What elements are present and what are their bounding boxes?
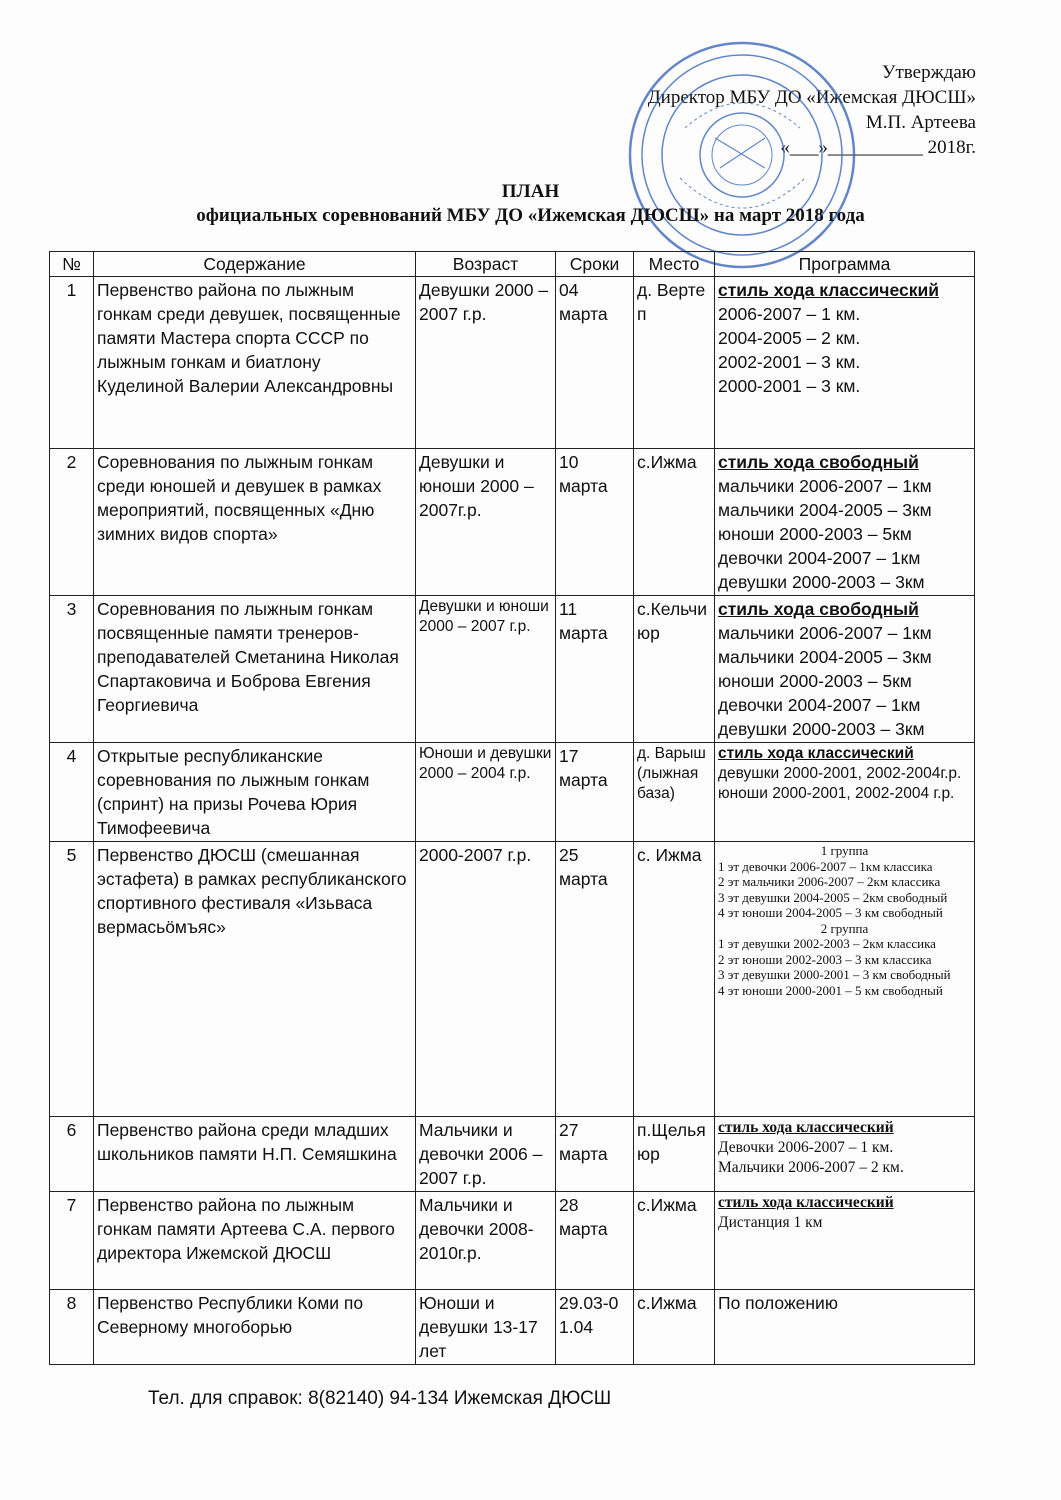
program-line: 2 эт мальчики 2006-2007 – 2км классика bbox=[718, 874, 941, 889]
row-num: 7 bbox=[50, 1192, 94, 1290]
program-line: юноши 2000-2003 – 5км bbox=[718, 524, 912, 544]
row-date: 04 марта bbox=[556, 277, 634, 449]
row-content: Соревнования по лыжным гонкам посвященные памяти тренеров-преподавателей Сметанина Николая Спартаковича и Боброва Евгения Георгиевича bbox=[94, 596, 416, 743]
program-line: стиль хода классический bbox=[718, 1119, 894, 1136]
row-place: с.Ижма bbox=[634, 1290, 715, 1365]
table-row bbox=[50, 277, 975, 449]
row-place: с. Ижма bbox=[634, 842, 715, 1117]
row-age: 2000-2007 г.р. bbox=[416, 842, 556, 1117]
program-line: 2004-2005 – 2 км. bbox=[718, 328, 861, 348]
official-seal bbox=[625, 38, 860, 273]
row-place: д. Варыш (лыжная база) bbox=[634, 743, 715, 842]
program-line: девочки 2004-2007 – 1км bbox=[718, 548, 921, 568]
program-group-label: 2 группа bbox=[820, 920, 869, 936]
row-date: 29.03-01.04 bbox=[556, 1290, 634, 1365]
program-line: 3 эт девушки 2000-2001 – 3 км свободный bbox=[718, 967, 951, 982]
row-program bbox=[715, 277, 975, 449]
program-line: девушки 2000-2001, 2002-2004г.р. bbox=[718, 765, 962, 782]
title-plan: ПЛАН bbox=[501, 181, 560, 202]
row-program bbox=[715, 1192, 975, 1290]
row-date: 10 марта bbox=[556, 449, 634, 596]
program-line: юноши 2000-2003 – 5км bbox=[718, 671, 912, 691]
program-line: 2000-2001 – 3 км. bbox=[718, 376, 861, 396]
program-line: девушки 2000-2003 – 3км bbox=[718, 719, 925, 739]
program-line: стиль хода свободный bbox=[718, 452, 919, 472]
row-age: Юноши и девушки 2000 – 2004 г.р. bbox=[416, 743, 556, 842]
row-program bbox=[715, 596, 975, 743]
program-line: мальчики 2004-2005 – 3км bbox=[718, 647, 932, 667]
document-title bbox=[0, 180, 1061, 228]
row-num: 6 bbox=[50, 1117, 94, 1192]
row-num: 2 bbox=[50, 449, 94, 596]
row-num: 8 bbox=[50, 1290, 94, 1365]
program-line: мальчики 2006-2007 – 1км bbox=[718, 623, 932, 643]
row-content: Открытые республиканские соревнования по лыжным гонкам (спринт) на призы Рочева Юрия Тимофеевича bbox=[94, 743, 416, 842]
row-program bbox=[715, 842, 975, 1117]
approval-line-3: М.П. Артеева bbox=[865, 112, 976, 133]
program-line: 4 эт юноши 2004-2005 – 3 км свободный bbox=[718, 905, 943, 920]
header-program: Программа bbox=[715, 252, 975, 277]
table-row bbox=[50, 449, 975, 596]
row-content: Первенство района среди младших школьников памяти Н.П. Семяшкина bbox=[94, 1117, 416, 1192]
table-row bbox=[50, 596, 975, 743]
program-line: стиль хода свободный bbox=[718, 599, 919, 619]
program-line: Девочки 2006-2007 – 1 км. bbox=[718, 1139, 894, 1156]
program-line: 1 эт девочки 2006-2007 – 1км классика bbox=[718, 858, 933, 874]
table-row bbox=[50, 743, 975, 842]
table-row bbox=[50, 1290, 975, 1365]
program-line: мальчики 2006-2007 – 1км bbox=[718, 476, 932, 496]
program-line: девушки 2000-2003 – 3км bbox=[718, 572, 925, 592]
approval-line-4: «___»__________ 2018г. bbox=[780, 137, 976, 158]
header-place: Место bbox=[634, 252, 715, 277]
row-num: 1 bbox=[50, 277, 94, 449]
program-group-label: 1 группа bbox=[820, 843, 869, 858]
program-line: мальчики 2004-2005 – 3км bbox=[718, 500, 932, 520]
row-age: Юноши и девушки 13-17 лет bbox=[416, 1290, 556, 1365]
row-age: Мальчики и девочки 2006 – 2007 г.р. bbox=[416, 1117, 556, 1192]
row-place: с.Ижма bbox=[634, 449, 715, 596]
row-place: п.Щельяюр bbox=[634, 1117, 715, 1192]
row-date: 27 марта bbox=[556, 1117, 634, 1192]
program-line: стиль хода классический bbox=[718, 280, 939, 300]
row-content: Первенство ДЮСШ (смешанная эстафета) в рамках республиканского спортивного фестиваля «Изьваса вермасьӧмъяс» bbox=[94, 842, 416, 1117]
row-num: 4 bbox=[50, 743, 94, 842]
row-program bbox=[715, 1117, 975, 1192]
program-line: юноши 2000-2001, 2002-2004 г.р. bbox=[718, 785, 955, 802]
row-age: Девушки и юноши 2000 – 2007г.р. bbox=[416, 449, 556, 596]
program-line: Дистанция 1 км bbox=[718, 1214, 823, 1231]
header-age: Возраст bbox=[416, 252, 556, 277]
row-age: Девушки 2000 – 2007 г.р. bbox=[416, 277, 556, 449]
row-age: Девушки и юноши 2000 – 2007 г.р. bbox=[416, 596, 556, 743]
table-row bbox=[50, 1192, 975, 1290]
row-program bbox=[715, 1290, 975, 1365]
title-subtitle: официальных соревнований МБУ ДО «Ижемская ДЮСШ» на март 2018 года bbox=[196, 205, 865, 226]
program-line: По положению bbox=[718, 1293, 838, 1313]
program-line: 4 эт юноши 2000-2001 – 5 км свободный bbox=[718, 982, 943, 998]
table-row bbox=[50, 842, 975, 1117]
table-header-row bbox=[50, 252, 975, 277]
program-line: 2 эт юноши 2002-2003 – 3 км классика bbox=[718, 951, 932, 967]
row-content: Соревнования по лыжным гонкам среди юношей и девушек в рамках мероприятий, посвященных «Дню зимних видов спорта» bbox=[94, 449, 416, 596]
row-place: с.Кельчиюр bbox=[634, 596, 715, 743]
header-content: Содержание bbox=[94, 252, 416, 277]
row-age: Мальчики и девочки 2008-2010г.р. bbox=[416, 1192, 556, 1290]
program-line: Мальчики 2006-2007 – 2 км. bbox=[718, 1159, 904, 1176]
row-content: Первенство Республики Коми по Северному многоборью bbox=[94, 1290, 416, 1365]
program-line: стиль хода классический bbox=[718, 1194, 894, 1211]
table-row bbox=[50, 1117, 975, 1192]
row-date: 11 марта bbox=[556, 596, 634, 743]
contact-footer: Тел. для справок: 8(82140) 94-134 Ижемская ДЮСШ bbox=[148, 1388, 612, 1409]
row-program bbox=[715, 449, 975, 596]
program-line: стиль хода классический bbox=[718, 745, 914, 762]
header-date: Сроки bbox=[556, 252, 634, 277]
competition-plan-table bbox=[49, 251, 975, 1365]
program-line: 1 эт девушки 2002-2003 – 2км классика bbox=[718, 936, 936, 951]
program-line: 2006-2007 – 1 км. bbox=[718, 304, 861, 324]
header-num: № bbox=[50, 252, 94, 277]
row-date: 28 марта bbox=[556, 1192, 634, 1290]
program-line: девочки 2004-2007 – 1км bbox=[718, 695, 921, 715]
row-date: 25 марта bbox=[556, 842, 634, 1117]
row-date: 17 марта bbox=[556, 743, 634, 842]
row-place: д. Вертеп bbox=[634, 277, 715, 449]
approval-line-1: Утверждаю bbox=[882, 62, 976, 83]
program-line: 3 эт девушки 2004-2005 – 2км свободный bbox=[718, 889, 948, 905]
row-num: 3 bbox=[50, 596, 94, 743]
approval-line-2: Директор МБУ ДО «Ижемская ДЮСШ» bbox=[647, 87, 976, 108]
row-content: Первенство района по лыжным гонкам памяти Артеева С.А. первого директора Ижемской ДЮСШ bbox=[94, 1192, 416, 1290]
row-place: с.Ижма bbox=[634, 1192, 715, 1290]
row-program bbox=[715, 743, 975, 842]
row-num: 5 bbox=[50, 842, 94, 1117]
row-content: Первенство района по лыжным гонкам среди девушек, посвященные памяти Мастера спорта СССР по лыжным гонкам и биатлону Куделиной Валерии Александровны bbox=[94, 277, 416, 449]
program-line: 2002-2001 – 3 км. bbox=[718, 352, 861, 372]
